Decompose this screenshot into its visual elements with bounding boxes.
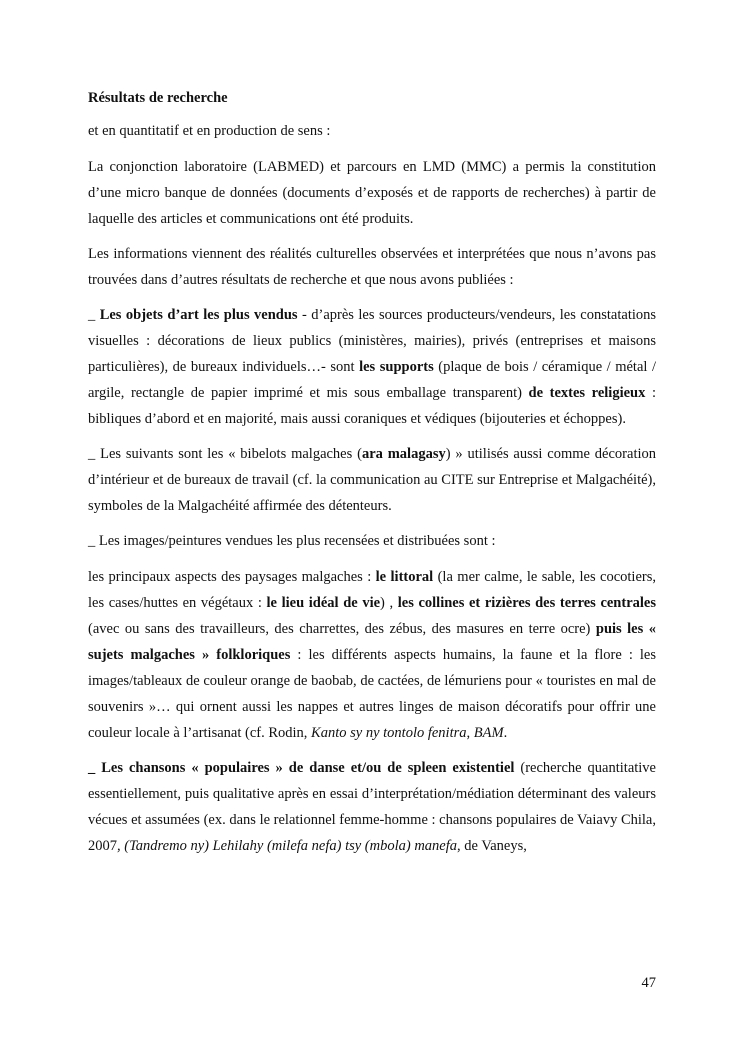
italic-bam: BAM — [473, 725, 504, 741]
text-span: (plaque de bois / céramique / métal / argile, rectangle de papier imprimé et mis sous emballage transparent) — [88, 359, 656, 401]
text-span: _ Les suivants sont les « bibelots malgaches ( — [88, 446, 362, 462]
paragraph-chansons — [88, 755, 656, 859]
text-span: : les différents aspects humains, la faune et la flore : les images/tableaux de couleur orange de baobab, de cactées, de lémuriens pour « touristes en mal de souvenirs »… qui ornent aussi les nappes et autres linges de maison décoratifs pour offrir une couleur locale à l’artisanat (cf. Rodin, — [88, 647, 657, 741]
bold-textes-religieux: de textes religieux — [528, 385, 646, 401]
paragraph-paysages — [88, 564, 656, 746]
paragraph-informations: Les informations viennent des réalités culturelles observées et interprétées que nous n’avons pas trouvées dans d’autres résultats de recherche et que nous avons publiées : — [88, 246, 656, 288]
paragraph-images: _ Les images/peintures vendues les plus recensées et distribuées sont : — [88, 533, 496, 549]
text-span: ) » utilisés aussi comme décoration d’intérieur et de bureaux de travail (cf. la communication au CITE sur Entreprise et Malgachéité), symboles de la Malgachéité affirmée des détenteurs. — [88, 446, 656, 514]
paragraph-objets-art — [88, 302, 656, 432]
section-heading: Résultats de recherche — [88, 90, 228, 106]
bold-littoral: le littoral — [375, 569, 434, 585]
page-number: 47 — [641, 975, 656, 991]
text-span: (avec ou sans des travailleurs, des charrettes, des zébus, des masures en terre ocre) — [88, 621, 596, 637]
text-span: (la mer calme, le sable, les cocotiers, les cases/huttes en végétaux : — [88, 569, 656, 611]
bold-collines: les collines et rizières des terres centrales — [397, 595, 656, 611]
bold-sujets-malgaches: puis les « sujets malgaches » folkloriques — [88, 621, 656, 663]
text-span: ) , — [380, 595, 398, 611]
text-span: . — [503, 725, 508, 741]
text-span: les principaux aspects des paysages malgaches : — [88, 569, 376, 585]
paragraph-labmed: La conjonction laboratoire (LABMED) et parcours en LMD (MMC) a permis la constitution d’une micro banque de données (documents d’exposés et de rapports de recherches) à partir de laquelle des articles et communications ont été produits. — [88, 159, 656, 227]
dash: _ — [88, 307, 100, 323]
text-span: : bibliques d’abord et en majorité, mais aussi coraniques et védiques (bijouteries et échoppes). — [88, 385, 656, 427]
text-span: (recherche quantitative essentiellement, puis qualitative après en essai d’interprétation/médiation déterminant des valeurs vécues et assumées (ex. dans le relationnel femme-homme : chansons populaires de Vaiavy Chila, 2007 — [88, 760, 656, 854]
italic-lehilahy: , (Tandremo ny) Lehilahy (milefa nefa) tsy (mbola) manefa — [117, 838, 458, 854]
text-span: , de Vaneys, — [457, 838, 527, 854]
bold-supports: les supports — [359, 359, 434, 375]
paragraph-bibelots — [88, 441, 656, 519]
bold-chansons: _ Les chansons « populaires » de danse et/ou de spleen existentiel — [88, 760, 515, 776]
text-span: , — [466, 725, 474, 741]
bold-ara-malagasy: ara malagasy — [361, 446, 446, 462]
paragraph-intro: et en quantitatif et en production de sens : — [88, 123, 331, 139]
bold-lieu-ideal: le lieu idéal de vie — [266, 595, 381, 611]
text-span: - d’après les sources producteurs/vendeurs, les constatations visuelles : décorations de lieux publics (ministères, mairies), privés (entreprises et maisons particulières), de bureaux individuels…- sont — [88, 307, 657, 375]
italic-kanto: Kanto sy ny tontolo fenitra — [311, 725, 467, 741]
document-body — [88, 88, 656, 868]
bold-objets-art: Les objets d’art les plus vendus — [99, 307, 298, 323]
